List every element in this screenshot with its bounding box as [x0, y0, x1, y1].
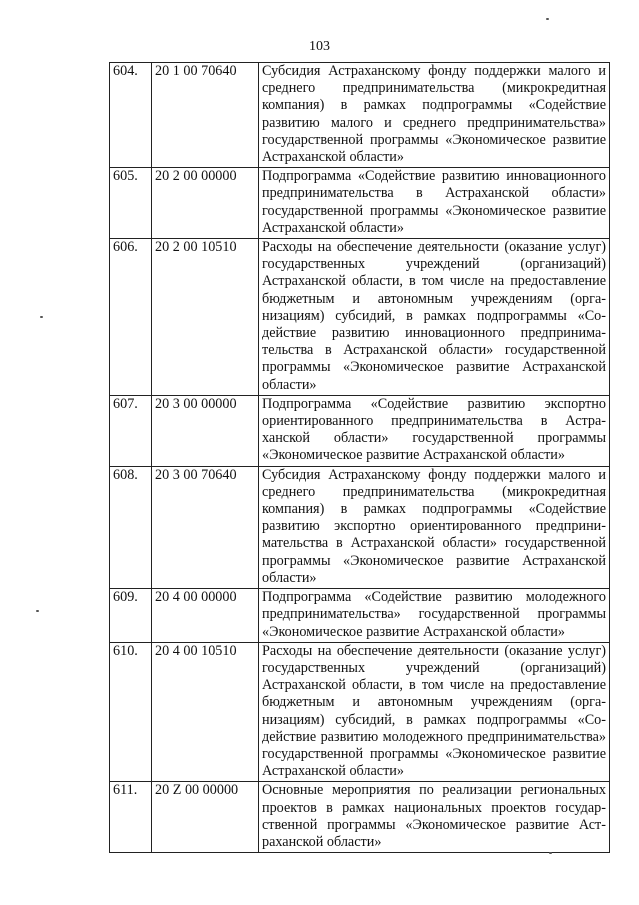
row-number: 607.: [110, 395, 152, 466]
table-row: [110, 239, 610, 396]
table-row: [110, 395, 610, 466]
budget-code: 20 1 00 70640: [152, 63, 259, 168]
budget-code: 20 4 00 10510: [152, 642, 259, 782]
budget-code: 20 Z 00 00000: [152, 782, 259, 853]
scan-speck: [546, 18, 549, 20]
table-row: [110, 466, 610, 588]
row-number: 608.: [110, 466, 152, 588]
row-number: 606.: [110, 239, 152, 396]
table-row: [110, 782, 610, 853]
row-number: 604.: [110, 63, 152, 168]
row-description: Подпрограмма «Содействие развитию инновационного предпринимательства в Астраханской области» государственной программы «Экономическое развитие Астраханской области»: [259, 168, 610, 239]
budget-code: 20 2 00 10510: [152, 239, 259, 396]
row-description: Субсидия Астраханскому фонду поддержки малого и среднего предпринимательства (микрокредитная компания) в рамках подпрограммы «Содействие развитию малого и среднего предпринимательства» государственной программы «Экономическое развитие Астраханской области»: [259, 63, 610, 168]
row-description: Основные мероприятия по реализации региональных проектов в рамках национальных проектов государственной программы «Экономическое развитие Астраханской области»: [259, 782, 610, 853]
row-description: Расходы на обеспечение деятельности (оказание услуг) государственных учреждений (организаций) Астраханской области, в том числе на предоставление бюджетным и автономным учреждениям (организациям) субсидий, в рамках подпрограммы «Содействие развитию инновационного предпринимательства в Астраханской области» государственной программы «Экономическое развитие Астраханской области»: [259, 239, 610, 396]
table-row: [110, 168, 610, 239]
budget-code: 20 2 00 00000: [152, 168, 259, 239]
budget-code: 20 3 00 70640: [152, 466, 259, 588]
table-row: [110, 63, 610, 168]
row-number: 610.: [110, 642, 152, 782]
page-number: 103: [309, 39, 330, 54]
table-row: [110, 642, 610, 782]
budget-code-table: [109, 62, 610, 853]
row-number: 611.: [110, 782, 152, 853]
row-number: 605.: [110, 168, 152, 239]
scan-speck: [36, 610, 39, 612]
budget-code: 20 4 00 00000: [152, 589, 259, 643]
row-description: Подпрограмма «Содействие развитию экспортно ориентированного предпринимательства в Астраханской области» государственной программы «Экономическое развитие Астраханской области»: [259, 395, 610, 466]
scan-speck: [40, 316, 43, 318]
row-number: 609.: [110, 589, 152, 643]
row-description: Субсидия Астраханскому фонду поддержки малого и среднего предпринимательства (микрокредитная компания) в рамках подпрограммы «Содействие развитию экспортно ориентированного предпринимательства в Астраханской области» государственной программы «Экономическое развитие Астраханской области»: [259, 466, 610, 588]
table-row: [110, 589, 610, 643]
row-description: Расходы на обеспечение деятельности (оказание услуг) государственных учреждений (организаций) Астраханской области, в том числе на предоставление бюджетным и автономным учреждениям (организациям) субсидий, в рамках подпрограммы «Содействие развитию молодежного предпринимательства» государственной программы «Экономическое развитие Астраханской области»: [259, 642, 610, 782]
row-description: Подпрограмма «Содействие развитию молодежного предпринимательства» государственной программы «Экономическое развитие Астраханской области»: [259, 589, 610, 643]
scan-speck: [549, 852, 552, 854]
budget-code: 20 3 00 00000: [152, 395, 259, 466]
